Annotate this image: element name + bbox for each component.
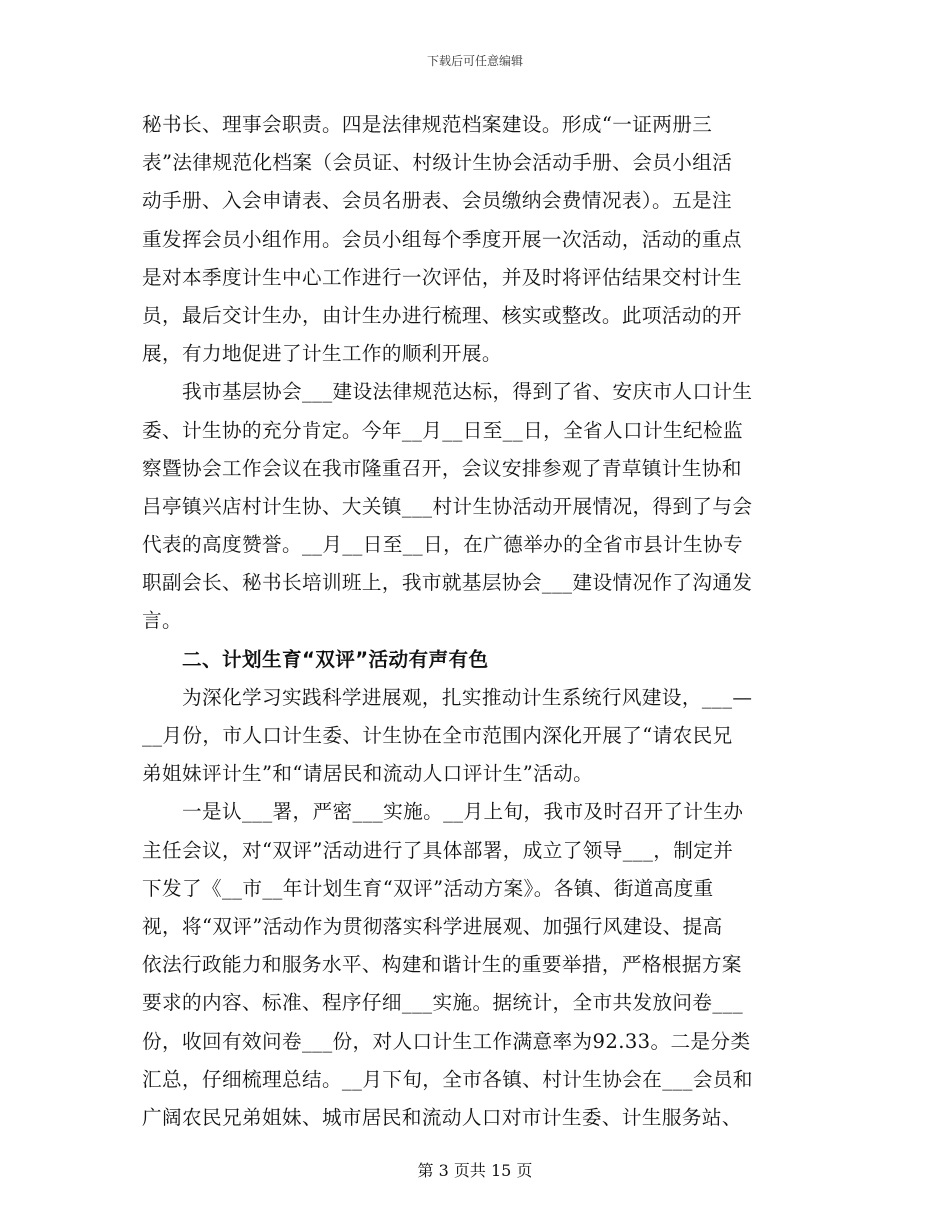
page-header: 下载后可任意编辑: [426, 54, 523, 68]
text-line: 我市基层协会___建设法律规范达标，得到了省、安庆市人口计生: [142, 380, 753, 404]
text-line: 言。: [142, 609, 182, 633]
text-line: 吕亭镇兴店村计生协、大关镇___村计生协活动开展情况，得到了与会: [142, 494, 753, 518]
text-line: 代表的高度赞誉。__月__日至__日，在广德举办的全省市县计生协专: [142, 533, 744, 557]
text-line: 重发挥会员小组作用。会员小组每个季度开展一次活动，活动的重点: [142, 227, 742, 251]
text-line: 份，收回有效问卷___份，对人口计生工作满意率为92.33。二是分类: [142, 1029, 751, 1053]
text-line: 广阔农民兄弟姐妹、城市居民和流动人口对市计生委、计生服务站、: [142, 1105, 742, 1129]
text-line: 员，最后交计生办，由计生办进行梳理、核实或整改。此项活动的开: [142, 303, 742, 327]
document-body: [142, 106, 810, 1137]
text-line: 察暨协会工作会议在我市隆重召开，会议安排参观了青草镇计生协和: [142, 456, 742, 480]
text-line: 展，有力地促进了计生工作的顺利开展。: [142, 342, 502, 366]
text-line: __月份，市人口计生委、计生协在全市范围内深化开展了“请农民兄: [142, 724, 733, 747]
text-line: 下发了《__市__年计划生育“双评”活动方案》。各镇、街道高度重: [142, 876, 714, 900]
text-line: 主任会议，对“双评”活动进行了具体部署，成立了领导___，制定并: [142, 838, 734, 862]
text-line: 委、计生协的充分肯定。今年__月__日至__日，全省人口计生纪检监: [142, 418, 744, 442]
text-line: 动手册、入会申请表、会员名册表、会员缴纳会费情况表）。五是注: [142, 189, 733, 213]
text-line: 一是认___署，严密___实施。__月上旬，我市及时召开了计生办: [142, 800, 744, 824]
text-line: 视，将“双评”活动作为贯彻落实科学进展观、加强行风建设、提高: [142, 914, 723, 938]
text-line: 要求的内容、标准、程序仔细___实施。据统计，全市共发放问卷___: [142, 991, 744, 1015]
section-heading: 二、计划生育“双评”活动有声有色: [142, 647, 489, 671]
text-line: 秘书长、理事会职责。四是法律规范档案建设。形成“一证两册三: [142, 113, 713, 136]
text-line: 汇总，仔细梳理总结。__月下旬，全市各镇、村计生协会在___会员和: [142, 1067, 753, 1091]
page-footer: 第 3 页共 15 页: [417, 1161, 533, 1180]
text-line: 为深化学习实践科学进展观，扎实推动计生系统行风建设，___—: [142, 685, 753, 709]
text-line: 表”法律规范化档案（会员证、村级计生协会活动手册、会员小组活: [142, 151, 733, 175]
text-line: 依法行政能力和服务水平、构建和谐计生的重要举措，严格根据方案: [142, 953, 742, 977]
text-line: 是对本季度计生中心工作进行一次评估，并及时将评估结果交村计生: [142, 265, 742, 289]
text-line: 弟姐妹评计生”和“请居民和流动人口评计生”活动。: [142, 762, 594, 786]
text-line: 职副会长、秘书长培训班上，我市就基层协会___建设情况作了沟通发: [142, 571, 753, 595]
